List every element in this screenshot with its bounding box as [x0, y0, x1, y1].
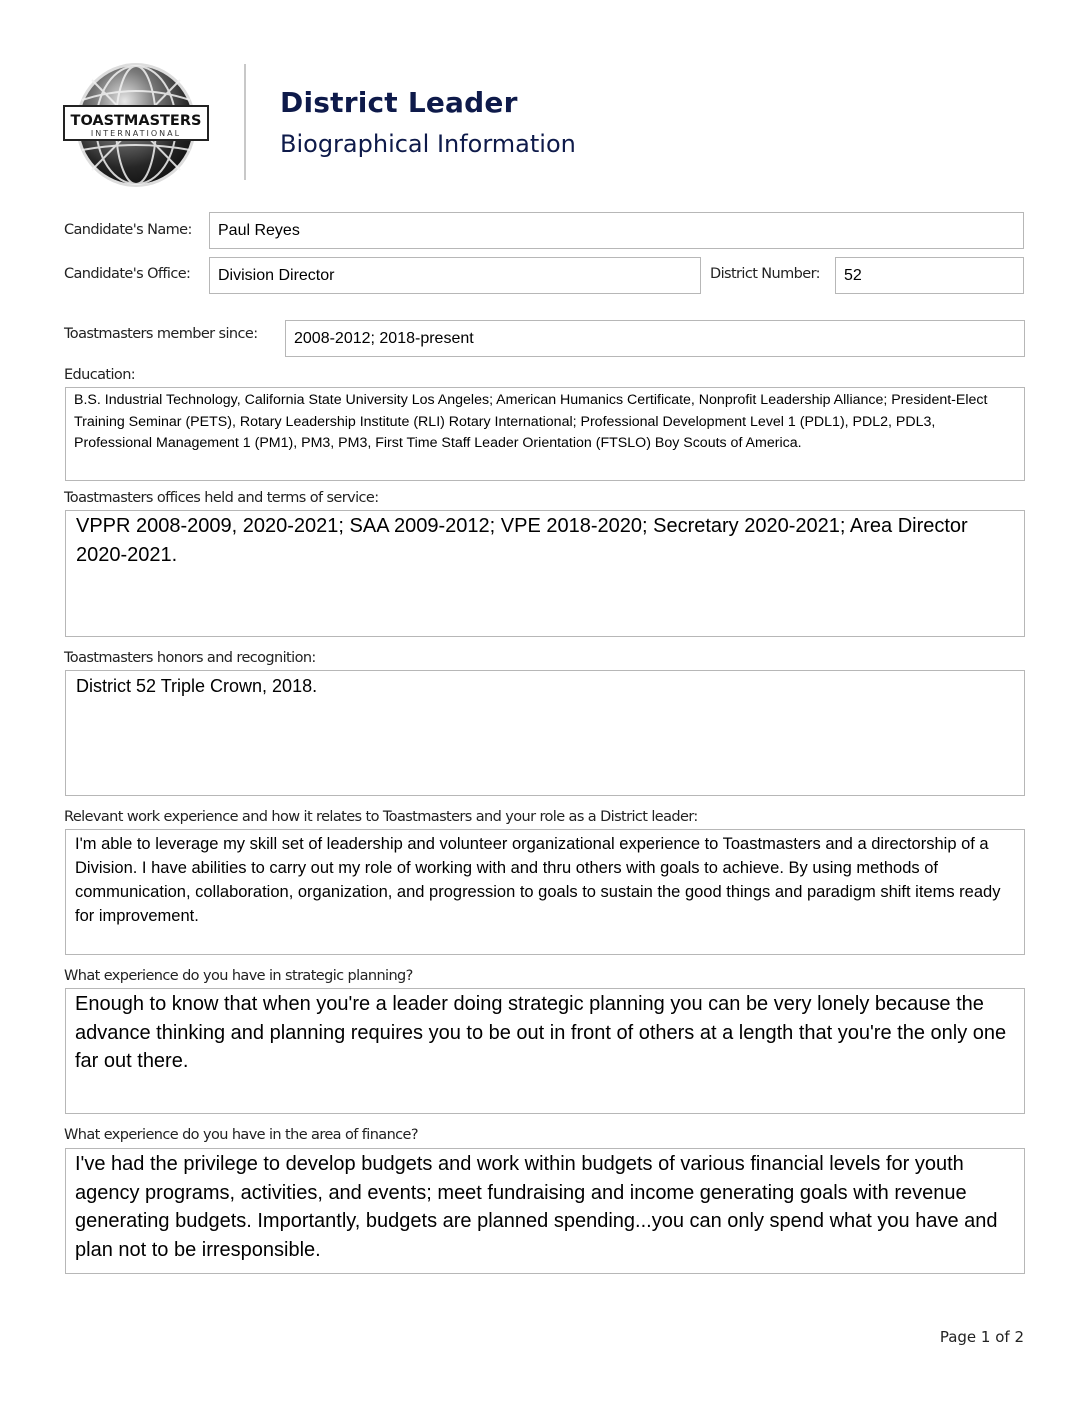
- page-subtitle: Biographical Information: [280, 130, 576, 158]
- offices-held-label: Toastmasters offices held and terms of service:: [64, 490, 379, 506]
- member-since-value: 2008-2012; 2018-present: [294, 329, 474, 347]
- page-title: District Leader: [280, 86, 518, 119]
- page-number: Page 1 of 2: [939, 1328, 1024, 1346]
- svg-text:INTERNATIONAL: INTERNATIONAL: [90, 129, 182, 138]
- offices-held-field[interactable]: [65, 510, 1025, 637]
- toastmasters-logo: [62, 62, 210, 188]
- member-since-label: Toastmasters member since:: [64, 326, 258, 342]
- strategic-planning-field[interactable]: [65, 988, 1025, 1114]
- globe-icon: [62, 62, 210, 188]
- honors-value: District 52 Triple Crown, 2018.: [76, 676, 318, 696]
- honors-label: Toastmasters honors and recognition:: [64, 650, 316, 666]
- candidate-name-label: Candidate's Name:: [64, 222, 192, 238]
- strategic-planning-label: What experience do you have in strategic planning?: [64, 968, 413, 984]
- education-value: B.S. Industrial Technology, California State University Los Angeles; American Humanics Certificate, Nonprofit Leadership Alliance; President-Elect Training Seminar (PETS), Rotary Leadership Institute (RLI) Rotary International; Professional Development Level 1 (PDL1), PDL2, PDL3, Professional Management 1 (PM1), PM3, PM3, First Time Staff Leader Orientation (FTSLO) Boy Scouts of America.: [74, 392, 988, 451]
- work-experience-field[interactable]: [65, 829, 1025, 955]
- district-number-label: District Number:: [710, 266, 820, 282]
- strategic-planning-value: Enough to know that when you're a leader doing strategic planning you can be very lonely because the advance thinking and planning requires you to be out in front of others at a length that you're the only one far out there.: [75, 993, 1007, 1072]
- honors-field[interactable]: [65, 670, 1025, 796]
- candidate-office-label: Candidate's Office:: [64, 266, 191, 282]
- candidate-office-value: Division Director: [218, 266, 335, 284]
- work-experience-value: I'm able to leverage my skill set of leadership and volunteer organizational experience to Toastmasters and a directorship of a Division. I have abilities to carry out my role of working with and thru others with goals to achieve. By using methods of communication, collaboration, organization, and progression to goals to sustain the good things and paradigm shift items ready for improvement.: [75, 835, 1001, 925]
- education-label: Education:: [64, 367, 136, 383]
- offices-held-value: VPPR 2008-2009, 2020-2021; SAA 2009-2012; VPE 2018-2020; Secretary 2020-2021; Area Director 2020-2021.: [76, 515, 968, 566]
- candidate-office-field[interactable]: [209, 257, 701, 294]
- education-field[interactable]: [65, 387, 1025, 481]
- district-number-field[interactable]: [835, 257, 1024, 294]
- candidate-name-field[interactable]: [209, 212, 1024, 249]
- svg-text:TOASTMASTERS: TOASTMASTERS: [70, 113, 202, 129]
- work-experience-label: Relevant work experience and how it relates to Toastmasters and your role as a District leader:: [64, 809, 698, 825]
- candidate-name-value: Paul Reyes: [218, 221, 300, 239]
- finance-label: What experience do you have in the area of finance?: [64, 1127, 418, 1143]
- district-number-value: 52: [844, 266, 862, 284]
- finance-value: I've had the privilege to develop budgets and work within budgets of various financial levels for youth agency programs, activities, and events; meet fundraising and income generating goals with revenue generating budgets. Importantly, budgets are planned spending...you can only spend what you have and plan not to be irresponsible.: [75, 1153, 998, 1261]
- header-divider: [244, 64, 246, 180]
- finance-field[interactable]: [65, 1148, 1025, 1274]
- member-since-field[interactable]: [285, 320, 1025, 357]
